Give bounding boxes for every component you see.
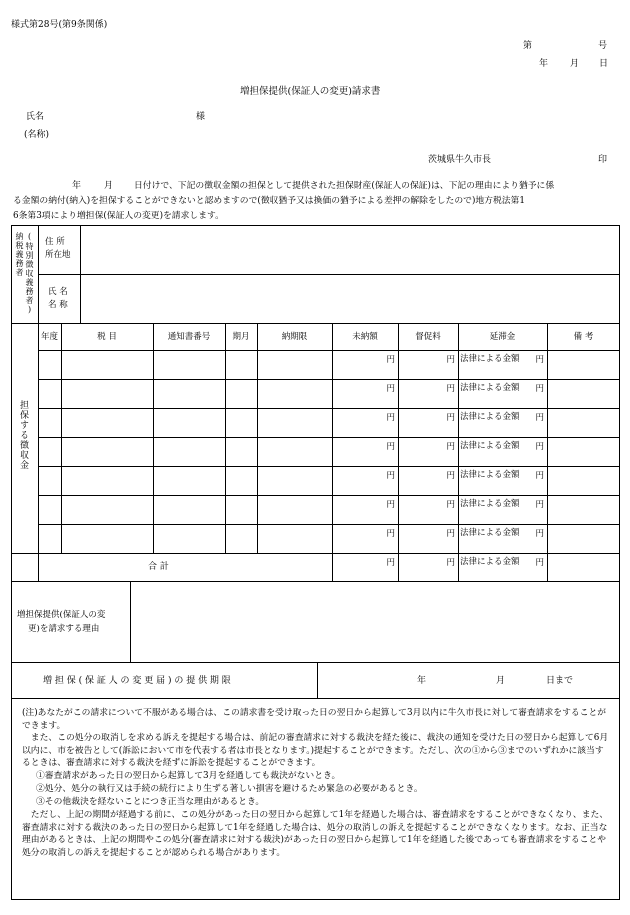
column-header: 納期限 — [281, 332, 308, 342]
note-item-3: ③その他裁決を経ないことにつき正当な理由があるとき。 — [36, 797, 265, 807]
legal-amount-label: 法律による金額 — [460, 354, 520, 364]
table-cell[interactable] — [459, 496, 546, 523]
yen-unit: 円 — [386, 442, 395, 452]
yen-unit: 円 — [535, 384, 544, 394]
legal-amount-label: 法律による金額 — [460, 528, 520, 538]
legal-amount-label: 法律による金額 — [460, 383, 520, 393]
table-cell[interactable] — [333, 467, 397, 494]
table-cell[interactable] — [399, 380, 457, 407]
note-paragraph-1: (注)あなたがこの請求について不服がある場合は、この請求書を受け取った日の翌日から起算して3月以内に牛久市長に対して審査請求をすることができます。 — [22, 708, 607, 731]
table-cell[interactable] — [459, 409, 546, 436]
table-cell[interactable] — [154, 467, 224, 494]
table-cell[interactable] — [39, 438, 60, 465]
table-cell[interactable] — [39, 496, 60, 523]
table-cell[interactable] — [226, 438, 256, 465]
yen-unit: 円 — [535, 413, 544, 423]
legal-amount-label: 法律による金額 — [460, 499, 520, 509]
divider — [317, 662, 318, 698]
table-cell[interactable] — [154, 380, 224, 407]
table-side-label: 担保する徴収金 — [18, 400, 28, 470]
table-cell[interactable] — [39, 467, 60, 494]
table-cell[interactable] — [459, 525, 546, 552]
yen-unit: 円 — [446, 471, 455, 481]
table-cell[interactable] — [154, 438, 224, 465]
reason-label-1: 増担保提供(保証人の変 — [17, 610, 106, 620]
yen-unit: 円 — [535, 558, 544, 568]
date-day: 日 — [599, 59, 609, 69]
yen-unit: 円 — [535, 529, 544, 539]
issuer-seal: 印 — [598, 155, 608, 165]
address-field[interactable] — [82, 228, 616, 272]
number-go: 号 — [598, 41, 608, 51]
table-cell[interactable] — [226, 525, 256, 552]
table-cell[interactable] — [226, 380, 256, 407]
table-cell[interactable] — [62, 496, 152, 523]
table-cell[interactable] — [548, 380, 619, 407]
table-cell[interactable] — [333, 351, 397, 378]
total-label: 合 計 — [148, 562, 169, 572]
yen-unit: 円 — [535, 355, 544, 365]
yen-unit: 円 — [535, 500, 544, 510]
column-header: 未納額 — [352, 332, 378, 342]
table-cell[interactable] — [62, 467, 152, 494]
table-cell[interactable] — [62, 409, 152, 436]
column-header: 通知書番号 — [167, 332, 211, 342]
deadline-year: 年 — [417, 676, 427, 686]
table-cell[interactable] — [154, 496, 224, 523]
table-cell[interactable] — [399, 409, 457, 436]
table-cell[interactable] — [258, 409, 331, 436]
legal-amount-label: 法律による金額 — [460, 470, 520, 480]
yen-unit: 円 — [446, 355, 455, 365]
yen-unit: 円 — [535, 442, 544, 452]
column-header: 期月 — [232, 332, 250, 342]
table-cell[interactable] — [548, 351, 619, 378]
deadline-month: 月 — [496, 676, 506, 686]
table-cell[interactable] — [399, 438, 457, 465]
yen-unit: 円 — [386, 413, 395, 423]
yen-unit: 円 — [446, 384, 455, 394]
note-item-2: ②処分、処分の執行又は手続の続行により生ずる著しい損害を避けるため緊急の必要があるとき。 — [36, 784, 423, 794]
table-cell[interactable] — [154, 351, 224, 378]
table-cell[interactable] — [62, 380, 152, 407]
note-paragraph-2: また、この処分の取消しを求める訴えを提起する場合は、前記の審査請求に対する裁決を経た後に、裁決の通知を受けた日の翌日から起算して6月以内に、市を被告として(訴訟において市を代表する者は市長となります。)提起することができます。ただし、次の①から③までのいずれかに該当するときは、審査請求に対する裁決を経ずに訴訟を提起することができます。 — [22, 733, 609, 768]
column-header: 税 目 — [97, 332, 117, 342]
reason-field[interactable] — [133, 584, 616, 659]
table-cell[interactable] — [459, 467, 546, 494]
table-cell[interactable] — [226, 496, 256, 523]
table-cell[interactable] — [399, 467, 457, 494]
yen-unit: 円 — [535, 471, 544, 481]
divider — [11, 698, 620, 699]
form-number: 様式第28号(第9条関係) — [11, 20, 108, 30]
table-cell[interactable] — [226, 409, 256, 436]
divider — [11, 323, 620, 324]
note-paragraph-3: ただし、上記の期間が経過する前に、この処分があった日の翌日から起算して1年を経過した場合は、審査請求をすることができなくなり、また、審査請求に対する裁決のあった日の翌日から起算して1年を経過した場合は、処分の取消しの訴えを提起することができなくなります。なお、正当な理由があるときは、上記の期間やこの処分(審査請求に対する裁決)があった日の翌日から起算して1年を経過した後であっても審査請求をすることや処分の取消しの訴えを提起することが認められる場合があります。 — [22, 810, 609, 858]
taxpayer-side-label: (特別徴収義務者)納税義務者 — [15, 232, 34, 315]
column-header: 備 考 — [573, 332, 594, 342]
number-dai: 第 — [523, 41, 533, 51]
issuer-name: 茨城県牛久市長 — [428, 155, 492, 165]
table-cell[interactable] — [62, 438, 152, 465]
recipient-honorific: 様 — [196, 112, 206, 122]
table-cell[interactable] — [62, 525, 152, 552]
address-label-2: 所在地 — [45, 250, 71, 260]
yen-unit: 円 — [446, 413, 455, 423]
table-cell[interactable] — [333, 438, 397, 465]
divider — [38, 274, 620, 275]
table-cell[interactable] — [548, 467, 619, 494]
divider — [11, 553, 620, 554]
yen-unit: 円 — [386, 471, 395, 481]
table-cell[interactable] — [39, 351, 60, 378]
document-title: 増担保提供(保証人の変更)請求書 — [240, 86, 381, 97]
table-cell[interactable] — [226, 467, 256, 494]
table-cell[interactable] — [154, 409, 224, 436]
intro-month: 月 — [104, 181, 114, 191]
table-cell[interactable] — [258, 525, 331, 552]
table-cell[interactable] — [399, 351, 457, 378]
yen-unit: 円 — [446, 558, 455, 568]
intro-year: 年 — [72, 181, 82, 191]
yen-unit: 円 — [386, 500, 395, 510]
table-cell[interactable] — [39, 380, 60, 407]
intro-line-3: 6条第3項により増担保(保証人の変更)を請求します。 — [13, 211, 224, 221]
table-cell[interactable] — [333, 380, 397, 407]
yen-unit: 円 — [386, 529, 395, 539]
table-cell[interactable] — [459, 380, 546, 407]
column-header: 年度 — [40, 332, 58, 342]
column-header: 督促料 — [415, 332, 441, 342]
table-cell[interactable] — [548, 409, 619, 436]
name-label-1: 氏 名 — [48, 287, 68, 297]
table-cell[interactable] — [39, 525, 60, 552]
table-cell[interactable] — [258, 438, 331, 465]
divider — [11, 662, 620, 663]
date-year: 年 — [539, 59, 549, 69]
deadline-day: 日まで — [546, 676, 574, 686]
table-cell[interactable] — [333, 496, 397, 523]
reason-label-2: 更)を請求する理由 — [28, 624, 100, 634]
intro-line-2: る金額の納付(納入)を担保することができないと認めますので(徴収猶予又は換価の猶予による差押の解除をしたので)地方税法第1 — [13, 196, 525, 206]
table-cell[interactable] — [333, 409, 397, 436]
table-cell[interactable] — [154, 525, 224, 552]
table-cell[interactable] — [226, 351, 256, 378]
date-month: 月 — [570, 59, 580, 69]
legal-amount-label: 法律による金額 — [460, 441, 520, 451]
legal-amount-label: 法律による金額 — [460, 557, 520, 567]
table-cell[interactable] — [258, 467, 331, 494]
note-item-1: ①審査請求があった日の翌日から起算して3月を経過しても裁決がないとき。 — [36, 771, 341, 781]
recipient-corp-label: (名称) — [24, 130, 50, 140]
table-cell[interactable] — [333, 525, 397, 552]
table-cell[interactable] — [399, 525, 457, 552]
address-label-1: 住 所 — [45, 237, 65, 247]
yen-unit: 円 — [446, 529, 455, 539]
divider — [11, 581, 620, 582]
name-field[interactable] — [82, 277, 616, 321]
table-cell[interactable] — [39, 409, 60, 436]
yen-unit: 円 — [446, 442, 455, 452]
yen-unit: 円 — [446, 500, 455, 510]
yen-unit: 円 — [386, 384, 395, 394]
table-cell[interactable] — [258, 351, 331, 378]
column-header: 延滞金 — [489, 332, 516, 342]
table-cell[interactable] — [62, 351, 152, 378]
table-cell[interactable] — [548, 525, 619, 552]
legal-amount-label: 法律による金額 — [460, 412, 520, 422]
table-cell[interactable] — [459, 438, 546, 465]
yen-unit: 円 — [386, 558, 395, 568]
table-cell[interactable] — [548, 496, 619, 523]
table-cell[interactable] — [459, 351, 546, 378]
intro-line-1: 日付けで、下記の徴収金額の担保として提供された担保財産(保証人の保証)は、下記の理由により猶予に係 — [134, 181, 555, 191]
recipient-name-label: 氏名 — [26, 112, 45, 122]
divider — [130, 581, 131, 662]
table-cell[interactable] — [258, 380, 331, 407]
deadline-label: 増 担 保 ( 保 証 人 の 変 更 届 ) の 提 供 期 限 — [43, 676, 231, 686]
name-label-2: 名 称 — [48, 300, 68, 310]
table-cell[interactable] — [548, 438, 619, 465]
yen-unit: 円 — [386, 355, 395, 365]
table-cell[interactable] — [258, 496, 331, 523]
table-cell[interactable] — [399, 496, 457, 523]
